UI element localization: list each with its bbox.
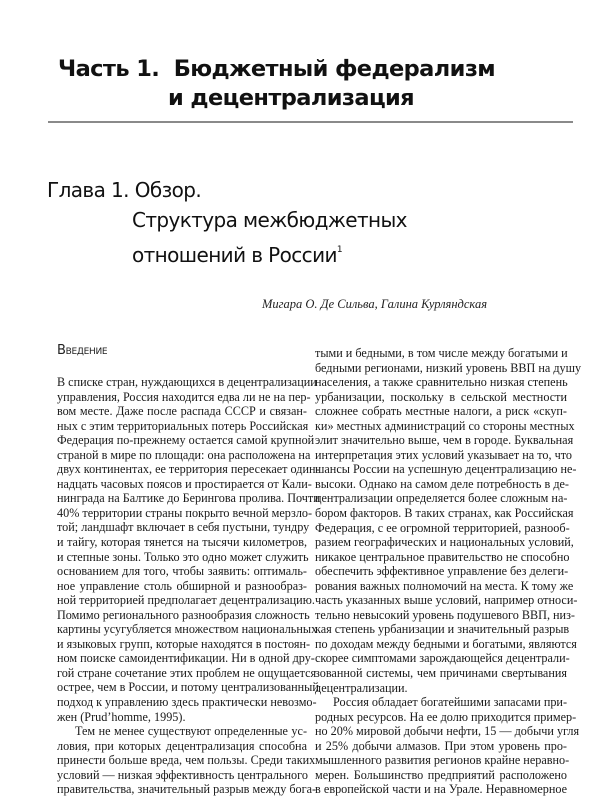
text-line: двух континентах, ее территория пересекает один- [57,462,320,477]
text-line: ное управление столь обширной и разнообраз- [57,578,307,593]
text-line: бедными регионами, низкий уровень ВВП на душу [315,360,582,375]
text-line: и степные зоны. Только это одно может служить [57,549,309,564]
text-line: Федерация, с ее огромной территорией, разнооб- [315,520,570,535]
text-line: управления, Россия находится едва ли не на пер- [57,389,311,404]
text-line: скорее симптомами зарождающейся децентрали- [315,651,570,666]
text-line: В списке стран, нуждающихся в децентрализации [57,375,317,389]
text-line: населения, а также сравнительно низкая степень [315,375,568,390]
text-line: интерпретация этих условий указывает на то, что [315,447,572,462]
text-line: ном поиске самоидентификации. Ни в одной дру- [57,651,315,666]
text-line: разием географических и национальных условий, [315,535,574,550]
text-line: сложнее собрать местные налоги, а риск «скуп- [315,404,567,419]
text-line: никакое центральное правительство не способно [315,549,570,564]
text-line: мышленного развития регионов крайне неравно- [315,753,570,768]
text-line: принести больше вреда, чем пользы. Среди таких [57,753,316,768]
text-line: нинграда на Балтике до Берингова пролива. Почти [57,491,320,506]
text-line: и языковых групп, которые находятся в постоян- [57,636,311,651]
text-line: подход к управлению здесь практически невозмо- [57,695,317,710]
text-line: правительства, значительный разрыв между бога- [57,782,317,797]
text-line: вом месте. Даже после распада СССР и связан- [57,404,307,419]
body-column-right [315,346,582,797]
text-line: той; ландшафт включает в себя пустыни, тундру [57,520,310,535]
text-line: Тем не менее существуют определенные ус- [75,724,307,739]
text-line: тельно невысокий уровень подушевого ВВП, низ- [315,607,575,622]
text-line: ной территорией предполагает децентрализацию. [57,593,315,608]
text-line: надцать часовых поясов и простирается от Кали- [57,476,312,491]
text-line: рования важных полномочий на места. К тому же [315,578,574,593]
text-line: родных ресурсов. На ее долю приходится пример- [315,709,577,724]
part-title [58,55,578,113]
text-line: гой стране сочетание этих проблем не ощущается [57,665,317,680]
part-title-rule [48,121,573,123]
text-line: элит значительно выше, чем в городе. Буквальная [315,433,574,448]
chapter-label: Глава 1. [47,178,129,202]
text-line: 40% территории страны покрыто вечной мерзло- [57,505,313,520]
authors: Мигара О. Де Сильва, Галина Курляндская [261,297,487,311]
text-line: в европейской части и на Урале. Неравномерное [315,782,567,797]
text-line: но 20% мировой добычи нефти, 15 — добычи угля [315,724,580,739]
text-line: картины усугубляется множеством национальных [57,622,318,637]
chapter-title-line-3 [47,235,567,270]
part-title-line-2: и децентрализация [168,85,415,111]
text-line: и 25% добычи алмазов. При этом уровень про- [315,738,567,753]
text-line: основанием для того, чтобы заявить: оптималь- [57,564,307,579]
text-line: децентрализации. [315,680,408,695]
text-line: условий — низкая эффективность центрального [57,767,308,782]
text-line: Россия обладает богатейшими запасами при- [333,695,568,710]
chapter-title-text-1: Обзор. [134,178,202,202]
text-line: урбанизации, поскольку в сельской местности [315,389,567,404]
text-line: высоки. Однако на самом деле потребность в де- [315,476,569,491]
text-line: ных с этим территориальных потерь Российская [57,418,309,433]
text-line: тыми и бедными, в том числе между богатыми и [315,346,568,360]
text-line: централизации определяется более сложным на- [315,491,568,506]
text-line: мерен. Большинство предприятий расположено [315,767,567,782]
chapter-title [47,175,567,270]
text-line: шансы России на успешную децентрализацию не- [315,462,577,477]
text-line: бором факторов. В таких странах, как Российская [315,506,574,521]
footnote-mark[interactable]: 1 [336,245,343,255]
part-title-text-1: Бюджетный федерализм [173,56,496,82]
text-line: Федерация по-прежнему остается самой крупной [57,433,315,448]
text-line: острее, чем в России, и потому централизованный [57,680,319,695]
section-heading-introduction: Введение [57,343,108,358]
body-column-left [57,375,320,797]
text-line: обеспечить эффективное управление без делеги- [315,564,569,579]
text-line: и тайгу, которая тянется на тысячи километров, [57,535,307,550]
text-line: по доходам между бедными и богатыми, являются [315,636,577,651]
chapter-title-line-1 [47,175,567,205]
text-line: страной в мире по площади: она расположена на [57,447,311,462]
chapter-title-line-2: Структура межбюджетных [132,208,407,232]
part-label: Часть 1. [58,56,160,82]
chapter-title-text-3: отношений в России [132,243,337,267]
text-line: Помимо регионального разнообразия сложность [57,607,310,622]
text-line: жен (Prud’homme, 1995). [57,709,186,724]
text-line: кая степень урбанизации и значительный разрыв [315,622,570,637]
text-line: ловия, при которых децентрализация способна [57,738,307,753]
part-title-line-1 [58,55,578,84]
text-line: часть указанных выше условий, например относи- [315,593,578,608]
text-line: ки» местных администраций со стороны местных [315,418,575,433]
text-line: зованной системы, чем причинами свертывания [315,666,567,681]
